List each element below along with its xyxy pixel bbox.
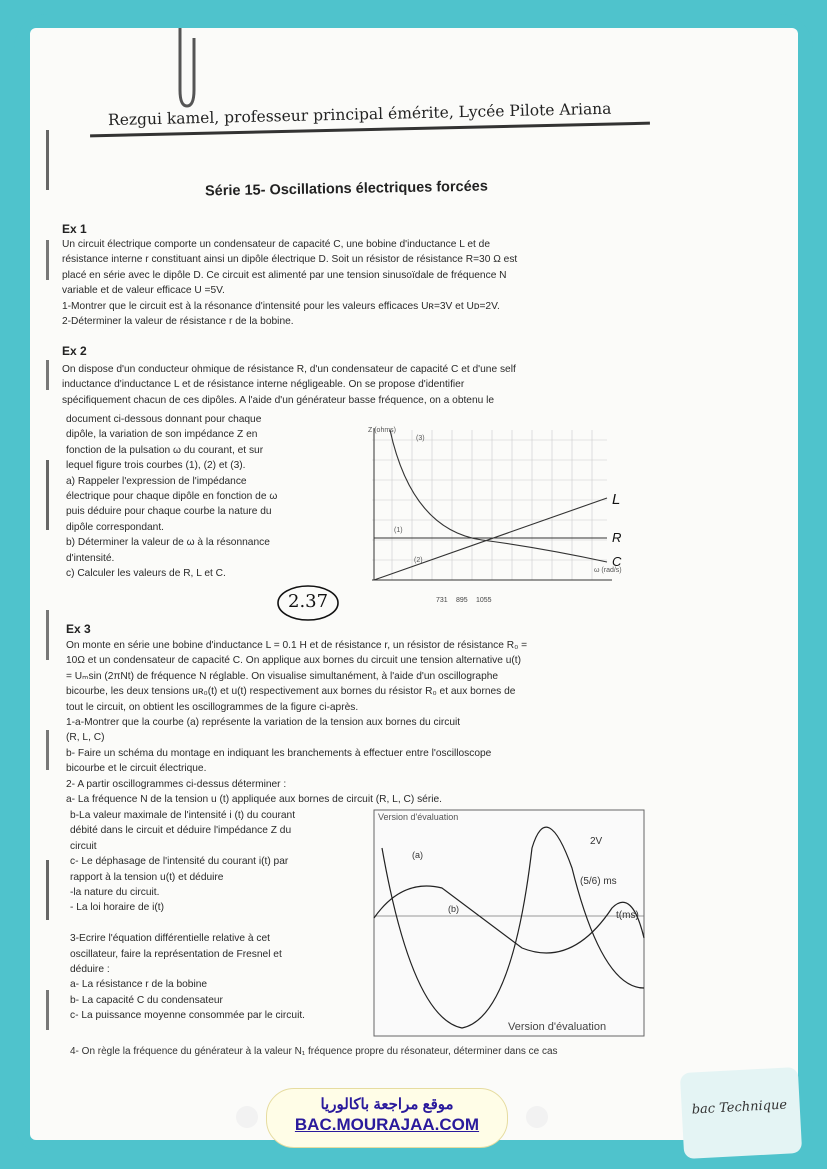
- oscillogram: [372, 808, 650, 1040]
- ex1-line: résistance interne r constituant ainsi un dipôle électrique D. Soit un résistor de résistance R=30 Ω est: [62, 254, 518, 266]
- site-badge[interactable]: [266, 1088, 508, 1148]
- watermark-bottom: Version d'évaluation: [508, 1021, 607, 1033]
- ex1-line: variable et de valeur efficace U =5V.: [62, 285, 225, 297]
- ex3-line: 2- A partir oscillogrammes ci-dessus déterminer :: [66, 778, 287, 790]
- ex2-line: puis déduire pour chaque courbe la nature du: [66, 506, 272, 518]
- graph1-curve3: (3): [416, 435, 425, 442]
- ex3-question-4: 4- On règle la fréquence du générateur à la valeur N₁ fréquence propre du résonateur, déterminer dans ce cas: [70, 1046, 558, 1057]
- ex2-line: document ci-dessous donnant pour chaque: [66, 414, 262, 425]
- ex3-line: a- La résistance r de la bobine: [70, 979, 208, 991]
- ex2-heading: Ex 2: [62, 344, 87, 358]
- ex3-line: c- La puissance moyenne consommée par le circuit.: [70, 1010, 305, 1022]
- ex3-line: oscillateur, faire la représentation de Fresnel et: [70, 948, 282, 960]
- handwritten-score: [276, 583, 340, 623]
- ex3-line: tout le circuit, on obtient les oscillogrammes de la figure ci-après.: [66, 701, 359, 713]
- ex2-line: dipôle, la variation de son impédance Z en: [66, 429, 258, 441]
- ex3-questions: [70, 808, 360, 1024]
- site-logo-icon: [236, 1106, 258, 1128]
- ex3-line: -la nature du circuit.: [70, 887, 160, 899]
- ex2-line: spécifiquement chacun de ces dipôles. A l'aide d'un générateur basse fréquence, on a obtenu le: [62, 394, 495, 406]
- ex1-line: placé en série avec le dipôle D. Ce circuit est alimenté par une tension sinusoïdale de fréquence N: [62, 269, 507, 281]
- ex3-line: bicourbe et le circuit électrique.: [66, 763, 207, 775]
- ex3-line: circuit: [70, 840, 97, 852]
- site-name-arabic: موقع مراجعة باكالوريا: [320, 1096, 454, 1113]
- time-scale: (5/6) ms: [580, 876, 617, 887]
- brand-stamp: [680, 1067, 802, 1159]
- curve-c: [390, 430, 607, 562]
- ex3-line: (R, L, C): [66, 732, 105, 744]
- graph1-curve2: (2): [414, 557, 423, 564]
- ex3-line: 3-Ecrire l'équation différentielle relative à cet: [70, 933, 270, 945]
- ex2-line: fonction de la pulsation ω du courant, et sur: [66, 444, 264, 456]
- ex3-line: [70, 916, 360, 931]
- graph1-xtick: 895: [456, 597, 468, 604]
- handwritten-l: L: [612, 491, 621, 508]
- ex2-line: inductance d'inductance L et de résistance interne négligeable. On se propose d'identifier: [62, 379, 465, 391]
- graph1-curve1: (1): [394, 527, 403, 534]
- ex3-line: déduire :: [70, 964, 110, 976]
- ex2-line: d'intensité.: [66, 552, 115, 564]
- brand-text: bac Technique: [691, 1097, 788, 1118]
- ex1-line: 2-Déterminer la valeur de résistance r de la bobine.: [62, 316, 294, 328]
- ex2-line: dipôle correspondant.: [66, 521, 164, 533]
- ex3-line: rapport à la tension u(t) et déduire: [70, 871, 224, 883]
- ex2-line: a) Rappeler l'expression de l'impédance: [66, 475, 247, 487]
- ex3-line: On monte en série une bobine d'inductance L = 0.1 H et de résistance r, un résistor de résistance R₀ =: [66, 640, 528, 651]
- graph1-ylabel: Z (ohms): [368, 427, 396, 434]
- ex2-line: b) Déterminer la valeur de ω à la résonnance: [66, 537, 270, 549]
- score-value: 2.37: [288, 591, 329, 612]
- graph1-xlabel: ω (rad/s): [594, 567, 622, 574]
- ex2-questions: [66, 412, 350, 581]
- ex3-line: c- Le déphasage de l'intensité du courant i(t) par: [70, 856, 289, 868]
- volt-scale: 2V: [590, 836, 603, 847]
- ex3-intro: [66, 638, 640, 807]
- ex1-line: 1-Montrer que le circuit est à la résonance d'intensité pour les valeurs efficaces Uʀ=3V et Uᴅ=2V.: [62, 300, 500, 312]
- ex3-line: b- La capacité C du condensateur: [70, 994, 223, 1006]
- paperclip-icon: [172, 28, 198, 112]
- ex1-body: [62, 237, 640, 329]
- ex3-line: débité dans le circuit et déduire l'impédance Z du: [70, 825, 292, 837]
- page-title: Série 15- Oscillations électriques forcées: [204, 178, 489, 200]
- curve-a-label: (a): [412, 850, 423, 860]
- ex2-line: électrique pour chaque dipôle en fonction de ω: [66, 491, 278, 503]
- handwritten-c: C: [612, 554, 622, 569]
- graph1-xtick: 731: [436, 597, 448, 604]
- ex3-line: bicourbe, les deux tensions uʀ₀(t) et u(t) respectivement aux bornes du résistor R₀ et aux bornes de: [66, 686, 516, 698]
- ex2-line: On dispose d'un conducteur ohmique de résistance R, d'un condensateur de capacité C et d'une self: [62, 364, 516, 375]
- impedance-graph: [368, 420, 622, 610]
- ex1-line: Un circuit électrique comporte un condensateur de capacité C, une bobine d'inductance L et de: [62, 239, 491, 250]
- graph1-xtick: 1055: [476, 597, 492, 604]
- site-link[interactable]: BAC.MOURAJAA.COM: [294, 1115, 480, 1134]
- author-header: Rezgui kamel, professeur principal émérite, Lycée Pilote Ariana: [107, 99, 612, 130]
- ex3-line: b-La valeur maximale de l'intensité i (t) du courant: [70, 810, 296, 821]
- ex3-heading: Ex 3: [66, 622, 91, 636]
- handwritten-r: R: [612, 530, 622, 545]
- ex2-line: c) Calculer les valeurs de R, L et C.: [66, 568, 226, 580]
- ex2-line: lequel figure trois courbes (1), (2) et (3).: [66, 460, 246, 472]
- time-axis-label: t(ms): [616, 910, 639, 921]
- ex1-heading: Ex 1: [62, 222, 87, 236]
- ex3-line: 1-a-Montrer que la courbe (a) représente la variation de la tension aux bornes du circuit: [66, 717, 461, 729]
- ex3-line: b- Faire un schéma du montage en indiquant les branchements à effectuer entre l'oscilloscope: [66, 747, 492, 759]
- site-logo-icon: [526, 1106, 548, 1128]
- ex3-line: = Uₘsin (2πNt) de fréquence N réglable. On visualise simultanément, à l'aide d'un oscillographe: [66, 670, 499, 682]
- ex3-line: a- La fréquence N de la tension u (t) appliquée aux bornes de circuit (R, L, C) série.: [66, 794, 443, 806]
- ex3-line: - La loi horaire de i(t): [70, 902, 164, 914]
- watermark-top: Version d'évaluation: [378, 812, 459, 822]
- ex3-line: 10Ω et un condensateur de capacité C. On applique aux bornes du circuit une tension alternative u(t): [66, 655, 522, 667]
- curve-b-label: (b): [448, 904, 459, 914]
- margin-marks: [46, 30, 50, 1110]
- ex2-intro: [62, 362, 640, 408]
